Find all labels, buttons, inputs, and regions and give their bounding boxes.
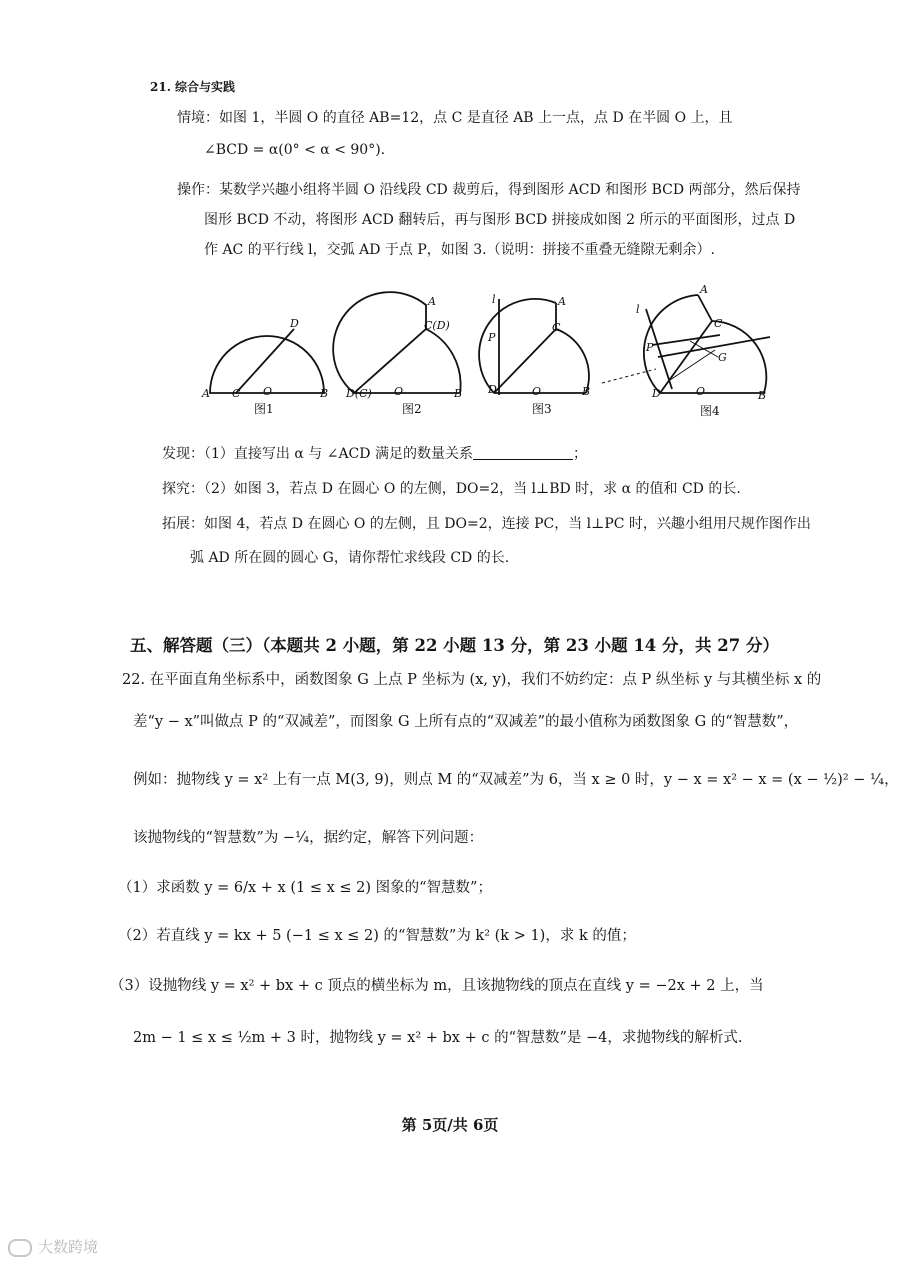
q22-example-line2: 该抛物线的“智慧数”为 −¼，据约定，解答下列问题： [133, 830, 484, 846]
q22-part1: （1）求函数 y = 6/x + x (1 ≤ x ≤ 2) 图象的“智慧数”； [118, 880, 492, 896]
fig2-label-A: A [428, 295, 436, 308]
q22-example-line1: 例如：抛物线 y = x² 上有一点 M(3, 9)，则点 M 的“双减差”为 6，当 x ≥ 0 时，y − x = x² − x = (x − ½)² − ¼， [133, 772, 899, 788]
figure-3 [479, 293, 590, 416]
figure-2 [333, 292, 462, 416]
q22-part2: （2）若直线 y = kx + 5 (−1 ≤ x ≤ 2) 的“智慧数”为 k² (k > 1)，求 k 的值； [118, 928, 636, 944]
page-number: 第 5页/共 6页 [401, 1116, 499, 1134]
fig2-label-B: B [454, 387, 463, 400]
fig1-caption: 图1 [254, 402, 274, 416]
fig1-label-D: D [290, 317, 299, 330]
fig3-label-P: P [488, 331, 496, 344]
figure-1 [201, 317, 328, 416]
fig4-label-D: D [652, 387, 661, 400]
q22-intro-line1: 22. 在平面直角坐标系中，函数图象 G 上点 P 坐标为 (x, y)，我们不妨约定：点 P 纵坐标 y 与其横坐标 x 的 [122, 672, 822, 688]
q21-operation-line3: 作 AC 的平行线 l，交弧 AD 于点 P，如图 3.（说明：拼接不重叠无缝隙无剩余）. [204, 242, 716, 258]
q21-discover [162, 444, 587, 464]
q21-explore: 探究：（2）如图 3，若点 D 在圆心 O 的左侧，DO=2，当 l⊥BD 时，求 α 的值和 CD 的长. [162, 481, 741, 497]
fig3-label-l: l [492, 293, 496, 306]
fig3-label-D: D [488, 383, 497, 396]
answer-blank[interactable] [473, 445, 573, 460]
fig4-label-C: C [714, 317, 723, 330]
q22-intro-line2: 差“y − x”叫做点 P 的“双减差”，而图象 G 上所有点的“双减差”的最小值称为函数图象 G 的“智慧数”， [133, 714, 799, 730]
fig4-label-B: B [758, 389, 767, 402]
fig4-caption: 图4 [700, 404, 720, 418]
fig3-caption: 图3 [532, 402, 552, 416]
fig3-label-A: A [558, 295, 566, 308]
fig1-label-A: A [202, 387, 210, 400]
q22-part3-line1: （3）设抛物线 y = x² + bx + c 顶点的横坐标为 m，且该抛物线的顶点在直线 y = −2x + 2 上，当 [110, 978, 764, 994]
watermark-text: 大数跨境 [38, 1238, 99, 1256]
fig3-label-B: B [582, 385, 591, 398]
fig1-label-O: O [263, 385, 273, 398]
fig3-label-O: O [532, 385, 542, 398]
watermark [8, 1236, 98, 1257]
q21-extend-line2: 弧 AD 所在圆的圆心 G，请你帮忙求线段 CD 的长. [190, 550, 510, 566]
q21-discover-end: ； [572, 446, 587, 462]
fig2-label-CD: C(D) [424, 319, 450, 332]
watermark-logo-icon [8, 1239, 32, 1257]
figures-row [190, 285, 780, 425]
fig4-label-G: G [718, 351, 727, 364]
fig4-label-O: O [696, 385, 706, 398]
fig2-label-DC: D(C) [346, 387, 372, 400]
fig1-label-C: C [232, 387, 241, 400]
section-five-heading: 五、解答题（三）（本题共 2 小题，第 22 小题 13 分，第 23 小题 14 分，共 27 分） [130, 636, 779, 655]
fig3-label-C: C [552, 321, 561, 334]
q21-context-line1: 情境：如图 1，半圆 O 的直径 AB=12，点 C 是直径 AB 上一点，点 D 在半圆 O 上，且 [177, 110, 733, 126]
fig2-caption: 图2 [402, 402, 422, 416]
q22-part3-line2: 2m − 1 ≤ x ≤ ½m + 3 时，抛物线 y = x² + bx + c 的“智慧数”是 −4，求抛物线的解析式. [133, 1030, 743, 1046]
fig4-label-A: A [700, 285, 708, 296]
q21-operation-line1: 操作：某数学兴趣小组将半圆 O 沿线段 CD 裁剪后，得到图形 ACD 和图形 BCD 两部分，然后保持 [177, 182, 801, 198]
fig4-label-P: P [646, 341, 654, 354]
q21-context-line2: ∠BCD = α(0° < α < 90°). [204, 142, 386, 158]
fig4-label-l: l [636, 303, 640, 316]
q21-title: 21. 综合与实践 [150, 80, 236, 94]
figure-4 [602, 285, 770, 418]
q21-operation-line2: 图形 BCD 不动，将图形 ACD 翻转后，再与图形 BCD 拼接成如图 2 所示的平面图形，过点 D [204, 212, 796, 228]
q21-discover-text: 发现：（1）直接写出 α 与 ∠ACD 满足的数量关系 [162, 446, 473, 462]
fig1-label-B: B [320, 387, 329, 400]
fig2-label-O: O [394, 385, 404, 398]
q21-extend-line1: 拓展：如图 4，若点 D 在圆心 O 的左侧，且 DO=2，连接 PC，当 l⊥PC 时，兴趣小组用尺规作图作出 [162, 516, 811, 532]
